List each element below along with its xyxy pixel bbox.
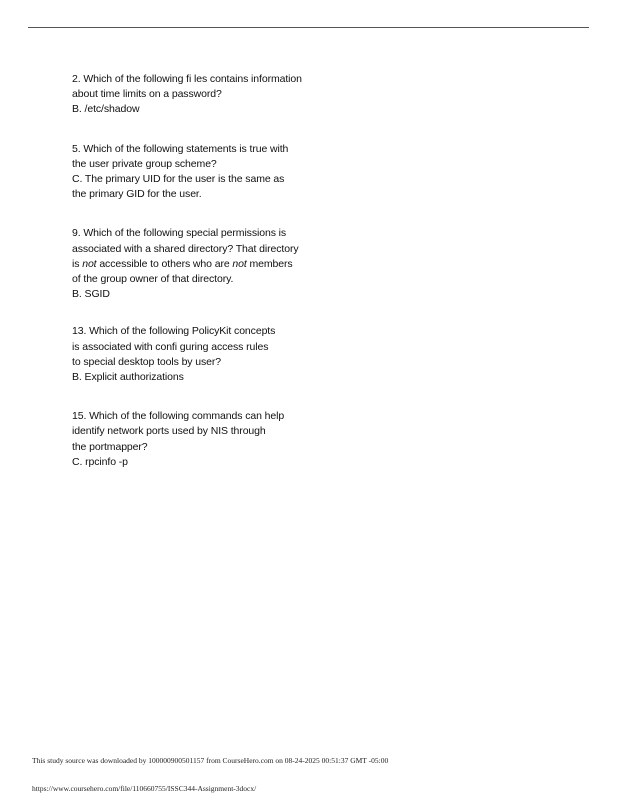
question-line: 15. Which of the following commands can help — [72, 410, 285, 423]
question-line: 9. Which of the following special permissions is — [72, 227, 287, 240]
question-line: the user private group scheme? — [72, 157, 217, 170]
top-divider — [28, 27, 589, 28]
question-block-13 — [72, 324, 372, 385]
question-line: associated with a shared directory? That directory — [72, 242, 299, 255]
text-segment: accessible to others who are — [96, 257, 233, 270]
answer-line: the primary GID for the user. — [72, 188, 202, 201]
question-block-9 — [72, 226, 372, 302]
question-line: is associated with confi guring access rules — [72, 340, 269, 353]
question-block-2 — [72, 72, 372, 118]
download-notice: This study source was downloaded by 100000900501157 from CourseHero.com on 08-24-2025 00:51:37 GMT -05:00 — [32, 756, 389, 765]
answer-line: B. SGID — [72, 288, 110, 301]
question-line: the portmapper? — [72, 440, 148, 453]
question-block-15 — [72, 409, 372, 470]
question-line: of the group owner of that directory. — [72, 273, 234, 286]
answer-line: B. Explicit authorizations — [72, 371, 184, 384]
document-body — [72, 72, 372, 494]
question-line: identify network ports used by NIS through — [72, 425, 266, 438]
question-block-5 — [72, 142, 372, 203]
source-url: https://www.coursehero.com/file/110660755/ISSC344-Assignment-3docx/ — [32, 784, 257, 793]
emphasis-text: not — [232, 257, 247, 270]
answer-line: C. rpcinfo -p — [72, 455, 128, 468]
text-segment: members — [246, 257, 293, 270]
question-line: to special desktop tools by user? — [72, 355, 222, 368]
question-line: 5. Which of the following statements is true with — [72, 142, 289, 155]
text-segment: is — [72, 257, 83, 270]
answer-line: C. The primary UID for the user is the same as — [72, 173, 285, 186]
question-line: about time limits on a password? — [72, 88, 222, 101]
question-line: 2. Which of the following fi les contains information — [72, 73, 302, 85]
emphasis-text: not — [82, 257, 97, 270]
answer-line: B. /etc/shadow — [72, 103, 140, 116]
question-line — [72, 257, 372, 272]
question-line: 13. Which of the following PolicyKit concepts — [72, 325, 276, 338]
